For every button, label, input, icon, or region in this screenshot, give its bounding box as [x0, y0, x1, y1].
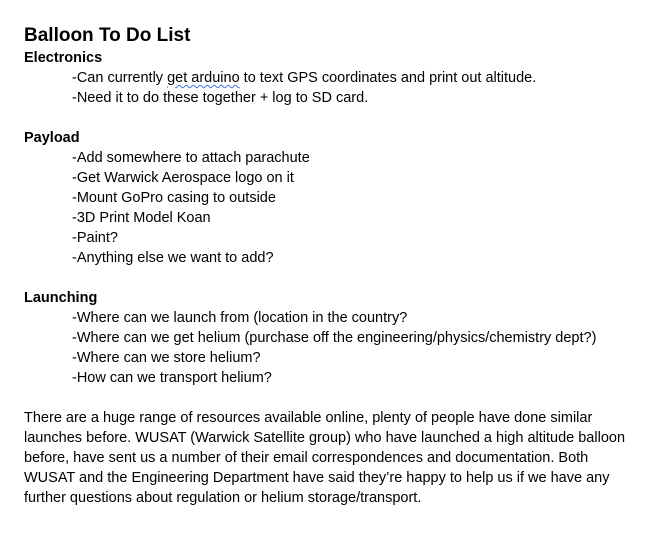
section-heading-launching: Launching — [24, 290, 98, 306]
list-item: -3D Print Model Koan — [72, 210, 211, 226]
list-item: -Get Warwick Aerospace logo on it — [72, 170, 294, 186]
list-item-text: to text GPS coordinates and print out altitude. — [239, 70, 537, 86]
spellcheck-flagged-text[interactable]: get arduino — [167, 70, 240, 86]
list-item: -Add somewhere to attach parachute — [72, 150, 310, 166]
list-item: -Where can we store helium? — [72, 350, 261, 366]
document-title: Balloon To Do List — [24, 25, 191, 46]
blank-line — [24, 268, 657, 288]
list-item: -Where can we get helium (purchase off the engineering/physics/chemistry dept?) — [72, 330, 597, 346]
section-heading-payload: Payload — [24, 130, 80, 146]
list-item: -Anything else we want to add? — [72, 250, 274, 266]
blank-line — [24, 388, 657, 408]
section-heading-electronics: Electronics — [24, 50, 103, 66]
list-item: -Where can we launch from (location in the country? — [72, 310, 408, 326]
closing-paragraph: There are a huge range of resources available online, plenty of people have done similar launches before. WUSAT (Warwick Satellite group) who have launched a high altitude balloon before, have sent us a number of their email correspondences and documentation. Both WUSAT and the Engineering Department have said they’re happy to help us if we have any further questions about regulation or helium storage/transport. — [24, 410, 626, 506]
list-item: -Mount GoPro casing to outside — [72, 190, 276, 206]
list-item: -Paint? — [72, 230, 118, 246]
list-item: -How can we transport helium? — [72, 370, 272, 386]
list-item — [24, 68, 657, 88]
list-item-text: -Can currently — [72, 70, 168, 86]
list-item: -Need it to do these together + log to SD card. — [72, 90, 369, 106]
blank-line — [24, 108, 657, 128]
